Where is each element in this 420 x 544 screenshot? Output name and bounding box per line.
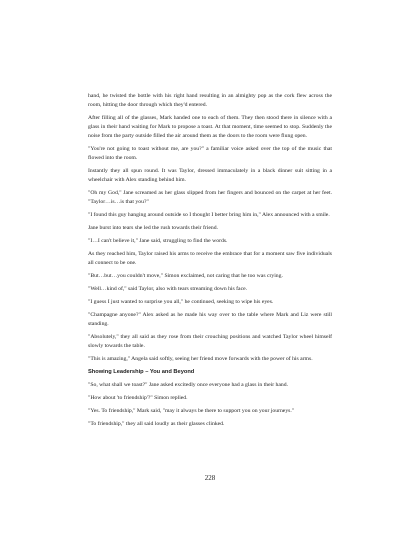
- paragraph: Instantly they all spun round. It was Taylor, dressed immaculately in a black dinner suit sitting in a wheelchair with Alex standing behind him.: [88, 168, 332, 183]
- paragraph: As they reached him, Taylor raised his arms to receive the embrace that for a moment saw five individuals all connect to be one.: [88, 251, 332, 266]
- paragraph: hand, he twisted the bottle with his right hand resulting in an almighty pop as the cork flew across the room, hitting the door through which they'd entered.: [88, 93, 332, 108]
- paragraph: Jane burst into tears she led the rush towards their friend.: [88, 225, 218, 231]
- paragraph: After filling all of the glasses, Mark handed one to each of them. They then stood there in silence with a glass in their hand waiting for Mark to propose a toast. At that moment, time seemed to stop. Suddenly the noise from the party outside filled the air around them as the doors to the room were flung open.: [88, 115, 332, 139]
- paragraph: "How about 'to friendship'?" Simon replied.: [88, 395, 188, 401]
- paragraph: "I found this guy hanging around outside so I thought I better bring him in," Alex announced with a smile.: [88, 212, 330, 218]
- paragraph: "You're not going to toast without me, are you?" a familiar voice asked over the top of the music that flowed into the room.: [88, 146, 332, 161]
- paragraph: "This is amazing," Angela said softly, seeing her friend move forwards with the power of his arms.: [88, 356, 313, 362]
- section-heading: Showing Leadership – You and Beyond: [88, 369, 195, 375]
- paragraph: "To friendship," they all said loudly as their glasses clinked.: [88, 421, 225, 427]
- paragraph: "Yes. To friendship," Mark said, "may it always be there to support you on your journeys.": [88, 408, 295, 414]
- paragraph: "I guess I just wanted to surprise you all," he continued, seeking to wipe his eyes.: [88, 299, 274, 305]
- paragraph: "Champagne anyone?" Alex asked as he made his way over to the table where Mark and Liz were still standing.: [88, 312, 332, 327]
- paragraphs-before-heading: [88, 92, 332, 364]
- paragraphs-after-heading: [88, 381, 332, 429]
- paragraph: "So, what shall we toast?" Jane asked excitedly once everyone had a glass in their hand.: [88, 382, 289, 388]
- paragraph: "Absolutely," they all said as they rose from their crouching positions and watched Taylor wheel himself slowly towards the table.: [88, 334, 332, 349]
- page-number: 228: [204, 474, 216, 482]
- page-body: [88, 92, 332, 433]
- paragraph: "Oh my God," Jane screamed as her glass slipped from her fingers and bounced on the carpet at her feet. "Taylor…is…is that you?": [88, 190, 332, 205]
- paragraph: "Well…kind of," said Taylor, also with tears streaming down his face.: [88, 286, 248, 292]
- paragraph: "I…I can't believe it," Jane said, struggling to find the words.: [88, 238, 228, 244]
- paragraph: "But…but…you couldn't move," Simon exclaimed, not caring that he too was crying.: [88, 273, 283, 279]
